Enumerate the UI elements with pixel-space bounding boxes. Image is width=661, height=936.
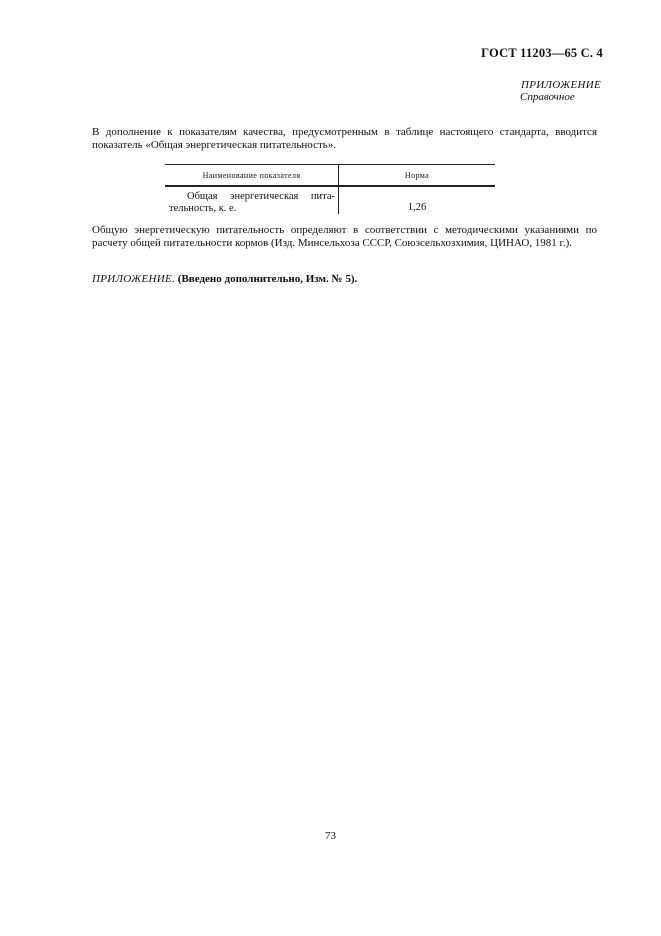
document-header: ГОСТ 11203—65 С. 4	[481, 46, 603, 60]
method-paragraph	[92, 224, 597, 250]
amendment-label: ПРИЛОЖЕНИЕ.	[92, 273, 176, 285]
appendix-subtitle: Справочное	[520, 91, 575, 103]
amendment-note	[92, 273, 357, 285]
appendix-title: ПРИЛОЖЕНИЕ	[521, 79, 601, 91]
column-header-norm: Норма	[404, 171, 430, 180]
intro-paragraph	[92, 126, 597, 152]
column-header-name: Наименование показателя	[202, 171, 301, 180]
table-row-name	[169, 191, 335, 215]
row-name-line1: Общая энергетическая пита-	[187, 191, 335, 202]
page-number: 73	[325, 830, 336, 842]
table-row-norm: 1,26	[407, 202, 427, 213]
table-top-rule	[165, 164, 495, 165]
method-text: Общую энергетическую питательность определяют в соответствии с методическими указаниями по расчету общей питательности кормов (Изд. Минсельхоза СССР, Союзсельхозхимия, ЦИНАО, 1981 г.).	[92, 224, 597, 249]
row-name-line2: тельность, к. е.	[169, 203, 237, 214]
table-header-rule	[165, 185, 495, 187]
intro-text: В дополнение к показателям качества, предусмотренным в таблице настоящего стандарта, вводится показатель «Общая энергетическая питательность».	[92, 126, 597, 151]
amendment-text: (Введено дополнительно, Изм. № 5).	[177, 273, 358, 285]
